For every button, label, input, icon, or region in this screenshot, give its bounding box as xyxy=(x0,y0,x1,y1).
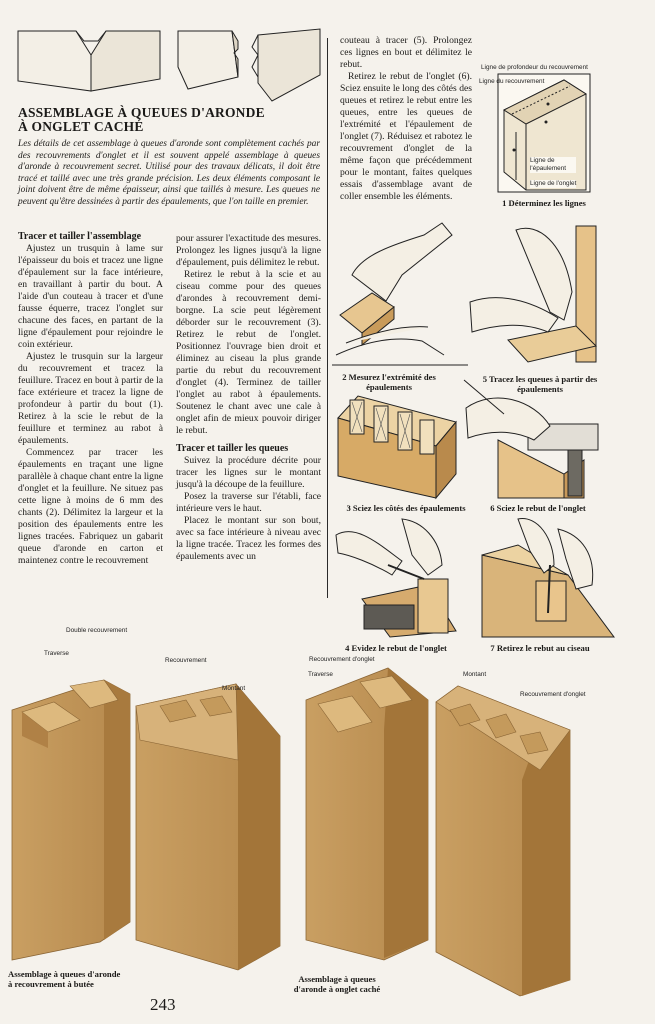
section-heading-tracer-tailler-queues: Tracer et tailler les queues xyxy=(176,443,289,454)
paragraph: Placez le montant sur son bout, avec sa face intérieure à niveau avec la ligne tracée. Tracez les formes des épaulements avec un xyxy=(176,515,321,562)
paragraph: Retirez le rebut de l'onglet (6). Sciez ensuite le long des côtés des queues et retirez le rebut entre les queues, entre les queues de l'extrémité et l'épaulement de l'onglet (7). Réduisez et rabotez le recouvrement d'onglet de la même façon que précédemment pour le montant, faites quelques essais d'assemblage avant de coller ensemble les éléments. xyxy=(340,71,472,202)
figure-2-caption: 2 Mesurez l'extrémité des épaulements xyxy=(342,372,436,392)
figure-6-drawing xyxy=(464,380,602,500)
fig1-label-recouvrement: Ligne du recouvrement xyxy=(479,78,545,85)
figure-7-caption: 7 Retirez le rebut au ciseau xyxy=(490,643,590,653)
figure-3-caption: 3 Sciez les côtés des épaulements xyxy=(346,503,466,513)
figure-1-caption: 1 Déterminez les lignes xyxy=(502,198,586,208)
label-montant-left: Montant xyxy=(222,685,246,692)
label-recouvrement-onglet-left: Recouvrement d'onglet xyxy=(309,656,375,663)
bottom-caption-left-line-1: Assemblage à queues d'aronde xyxy=(8,969,121,979)
paragraph: couteau à tracer (5). Prolongez ces lignes en bout et délimitez le rebut. xyxy=(340,35,472,70)
bottom-caption-right-line-1: Assemblage à queues xyxy=(298,974,376,984)
paragraph: Commencez par tracer les épaulements en traçant une ligne parallèle à chaque chant entre la ligne d'onglet et la feuillure. Ne situez pas cette ligne à moins de 6 mm des chants (2). Délimitez la largeur et la position des épaulements entre les lignes tracées. Fabriquez un gabarit queue d'aronde en carton et maintenez contre le recouvrement xyxy=(18,447,163,566)
figure-4-caption: 4 Evidez le rebut de l'onglet xyxy=(345,643,447,653)
paragraph: pour assurer l'exactitude des mesures. Prolongez les lignes jusqu'à la ligne d'épaulement, puis délimitez le rebut. xyxy=(176,233,321,268)
page-number: 243 xyxy=(150,995,176,1014)
intro-paragraph: Les détails de cet assemblage à queues d'aronde sont complètement cachés par des recouvrements d'onglet et il est souvent appelé assemblage à queues d'aronde à recouvrement secret. Utilisé pour des travaux délicats, il doit être tracé et taillé avec une très grande précision. Les deux éléments composant le joint doivent être de même épaisseur, ainsi que taillés à mesure. Les queues ne peuvent qu'être dessinées à partir des épaulements, que l'on taille en premier. xyxy=(18,139,320,207)
figure-5-caption: 5 Tracez les queues à partir des épaulements xyxy=(482,374,598,394)
fig1-label-epaulement: Ligne de l'épaulement xyxy=(530,157,576,173)
label-traverse-left: Traverse xyxy=(44,650,69,657)
label-recouvrement-onglet-right: Recouvrement d'onglet xyxy=(520,691,586,698)
paragraph: Ajustez un trusquin à lame sur l'épaisseur du bois et tracez une ligne d'épaulement sur la face intérieure, en travaillant à partir du bout. A l'aide d'un couteau à tracer et d'une fausse équerre, tracez l'onglet sur chacune des faces, en partant de la ligne d'épaulement pour rejoindre le coin extérieur. xyxy=(18,243,163,350)
section-heading-tracer-tailler-assemblage: Tracer et tailler l'assemblage xyxy=(18,231,142,242)
page-title-line-1: ASSEMBLAGE À QUEUES D'ARONDE xyxy=(18,105,265,120)
column-divider xyxy=(327,38,328,598)
label-traverse-right: Traverse xyxy=(308,671,333,678)
paragraph: Ajustez le trusquin sur la largeur du recouvrement et tracez la feuillure. Tracez en bout à partir de la face extérieure et tracez la ligne de profondeur à partir du bout (1). Retirez à la scie le rebut de la feuillure et terminez au rabot à épaulements. xyxy=(18,351,163,446)
label-montant-right: Montant xyxy=(463,671,487,678)
figure-1-drawing xyxy=(496,72,592,194)
figure-2-drawing xyxy=(332,215,470,367)
fig1-label-profondeur: Ligne de profondeur du recouvrement xyxy=(481,64,588,71)
fig1-label-onglet: Ligne de l'onglet xyxy=(530,180,577,187)
figure-6-caption: 6 Sciez le rebut de l'onglet xyxy=(490,503,586,513)
text-column-1 xyxy=(18,231,163,567)
figure-3-drawing xyxy=(336,388,460,500)
bottom-caption-left-line-2: à recouvrement à butée xyxy=(8,979,94,989)
page-title xyxy=(18,106,318,134)
bottom-caption-right-line-2: d'aronde à onglet caché xyxy=(293,984,381,994)
bottom-caption-right xyxy=(282,974,392,994)
figure-4-drawing xyxy=(332,515,460,637)
figure-5-drawing xyxy=(468,222,600,368)
figure-7-drawing xyxy=(478,515,618,639)
top-joint-drawing-right xyxy=(176,27,324,103)
paragraph: Suivez la procédure décrite pour tracer les lignes sur le montant jusqu'à la découpe de la feuillure. xyxy=(176,455,321,490)
paragraph: Retirez le rebut à la scie et au ciseau comme pour des queues d'arondes à recouvrement demi-borgne. La scie peut légèrement déborder sur le recouvrement (3). Retirez le rebut de l'onglet. Positionnez l'ouvrage bien droit et éliminez au ciseau la plus grande partie du rebut du recouvrement d'onglet (4). Terminez de tailler l'onglet au rabot à épaulements. Soutenez le chant avec une cale à onglet afin de mieux pouvoir diriger le rebut. xyxy=(176,269,321,436)
page-title-line-2: À ONGLET CACHÉ xyxy=(18,119,144,134)
label-double-recouvrement: Double recouvrement xyxy=(66,627,128,634)
bottom-caption-left xyxy=(8,969,148,989)
top-joint-drawing-left xyxy=(16,27,162,97)
text-column-2 xyxy=(176,233,321,563)
text-column-3 xyxy=(340,35,472,203)
label-recouvrement: Recouvrement xyxy=(165,657,207,664)
paragraph: Posez la traverse sur l'établi, face intérieure vers le haut. xyxy=(176,491,321,514)
